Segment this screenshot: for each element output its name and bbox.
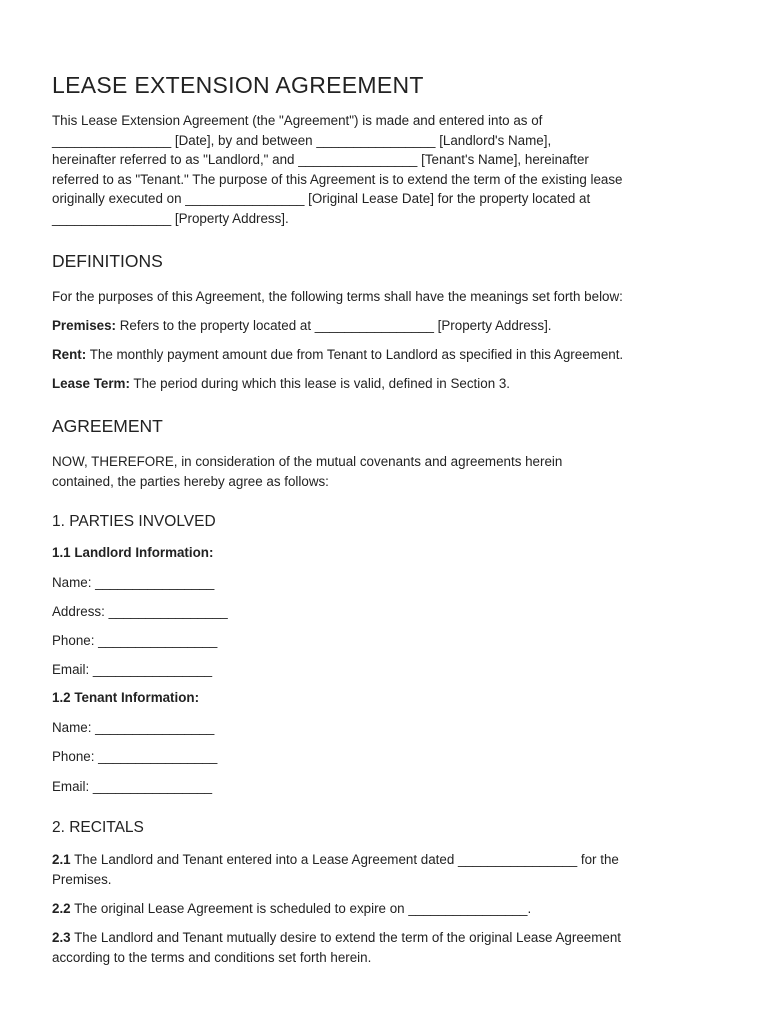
- definition-term: Rent:: [52, 347, 87, 362]
- landlord-name-field: Name: ________________: [52, 575, 215, 590]
- landlord-address-field: Address: ________________: [52, 604, 228, 619]
- recitals-heading: 2. RECITALS: [52, 819, 144, 836]
- definitions-heading: DEFINITIONS: [52, 251, 163, 271]
- definition-rent: [52, 345, 623, 365]
- recital-number: 2.3: [52, 930, 71, 945]
- definition-text: The monthly payment amount due from Tenant to Landlord as specified in this Agreement.: [86, 347, 624, 362]
- recital-text: according to the terms and conditions set forth herein.: [52, 949, 372, 965]
- tenant-phone-field: Phone: ________________: [52, 749, 218, 764]
- intro-line: ________________ [Property Address].: [52, 210, 289, 226]
- recital-2-1: [52, 850, 619, 889]
- landlord-info-heading: 1.1 Landlord Information:: [52, 545, 214, 560]
- recital-text: Premises.: [52, 871, 112, 887]
- document-title: LEASE EXTENSION AGREEMENT: [52, 72, 424, 98]
- agreement-heading: AGREEMENT: [52, 416, 163, 436]
- definition-premises: [52, 316, 552, 336]
- agreement-line: NOW, THEREFORE, in consideration of the mutual covenants and agreements herein: [52, 454, 563, 469]
- intro-line: This Lease Extension Agreement (the "Agreement") is made and entered into as of: [52, 113, 543, 128]
- definition-text: The period during which this lease is valid, defined in Section 3.: [129, 376, 511, 391]
- intro-line: referred to as "Tenant." The purpose of this Agreement is to extend the term of the existing lease: [52, 171, 623, 187]
- tenant-email-field: Email: ________________: [52, 779, 213, 794]
- agreement-line: contained, the parties hereby agree as follows:: [52, 473, 329, 489]
- parties-heading: 1. PARTIES INVOLVED: [52, 513, 216, 530]
- tenant-info-heading: 1.2 Tenant Information:: [52, 690, 200, 705]
- recital-2-3: [52, 928, 621, 967]
- intro-line: ________________ [Date], by and between ________________ [Landlord's Name],: [52, 132, 552, 148]
- intro-line: hereinafter referred to as "Landlord," and ________________ [Tenant's Name], hereinafter: [52, 152, 589, 168]
- tenant-name-field: Name: ________________: [52, 720, 215, 735]
- recital-text: The Landlord and Tenant mutually desire to extend the term of the original Lease Agreement: [70, 930, 621, 945]
- recital-text: The original Lease Agreement is scheduled to expire on ________________.: [70, 901, 532, 916]
- agreement-paragraph: [52, 452, 562, 491]
- definition-text: Refers to the property located at ________________ [Property Address].: [116, 318, 552, 333]
- recital-number: 2.2: [52, 901, 71, 916]
- definition-term: Premises:: [52, 318, 117, 333]
- landlord-email-field: Email: ________________: [52, 662, 213, 677]
- landlord-phone-field: Phone: ________________: [52, 633, 218, 648]
- definitions-intro: For the purposes of this Agreement, the following terms shall have the meanings set forth below:: [52, 289, 623, 304]
- definition-lease-term: [52, 374, 510, 394]
- recital-number: 2.1: [52, 852, 71, 867]
- recital-2-2: [52, 899, 531, 919]
- recital-text: The Landlord and Tenant entered into a Lease Agreement dated ________________ for the: [70, 852, 619, 867]
- intro-line: originally executed on ________________ [Original Lease Date] for the property located at: [52, 191, 591, 207]
- intro-paragraph: [52, 111, 623, 229]
- definition-term: Lease Term:: [52, 376, 130, 391]
